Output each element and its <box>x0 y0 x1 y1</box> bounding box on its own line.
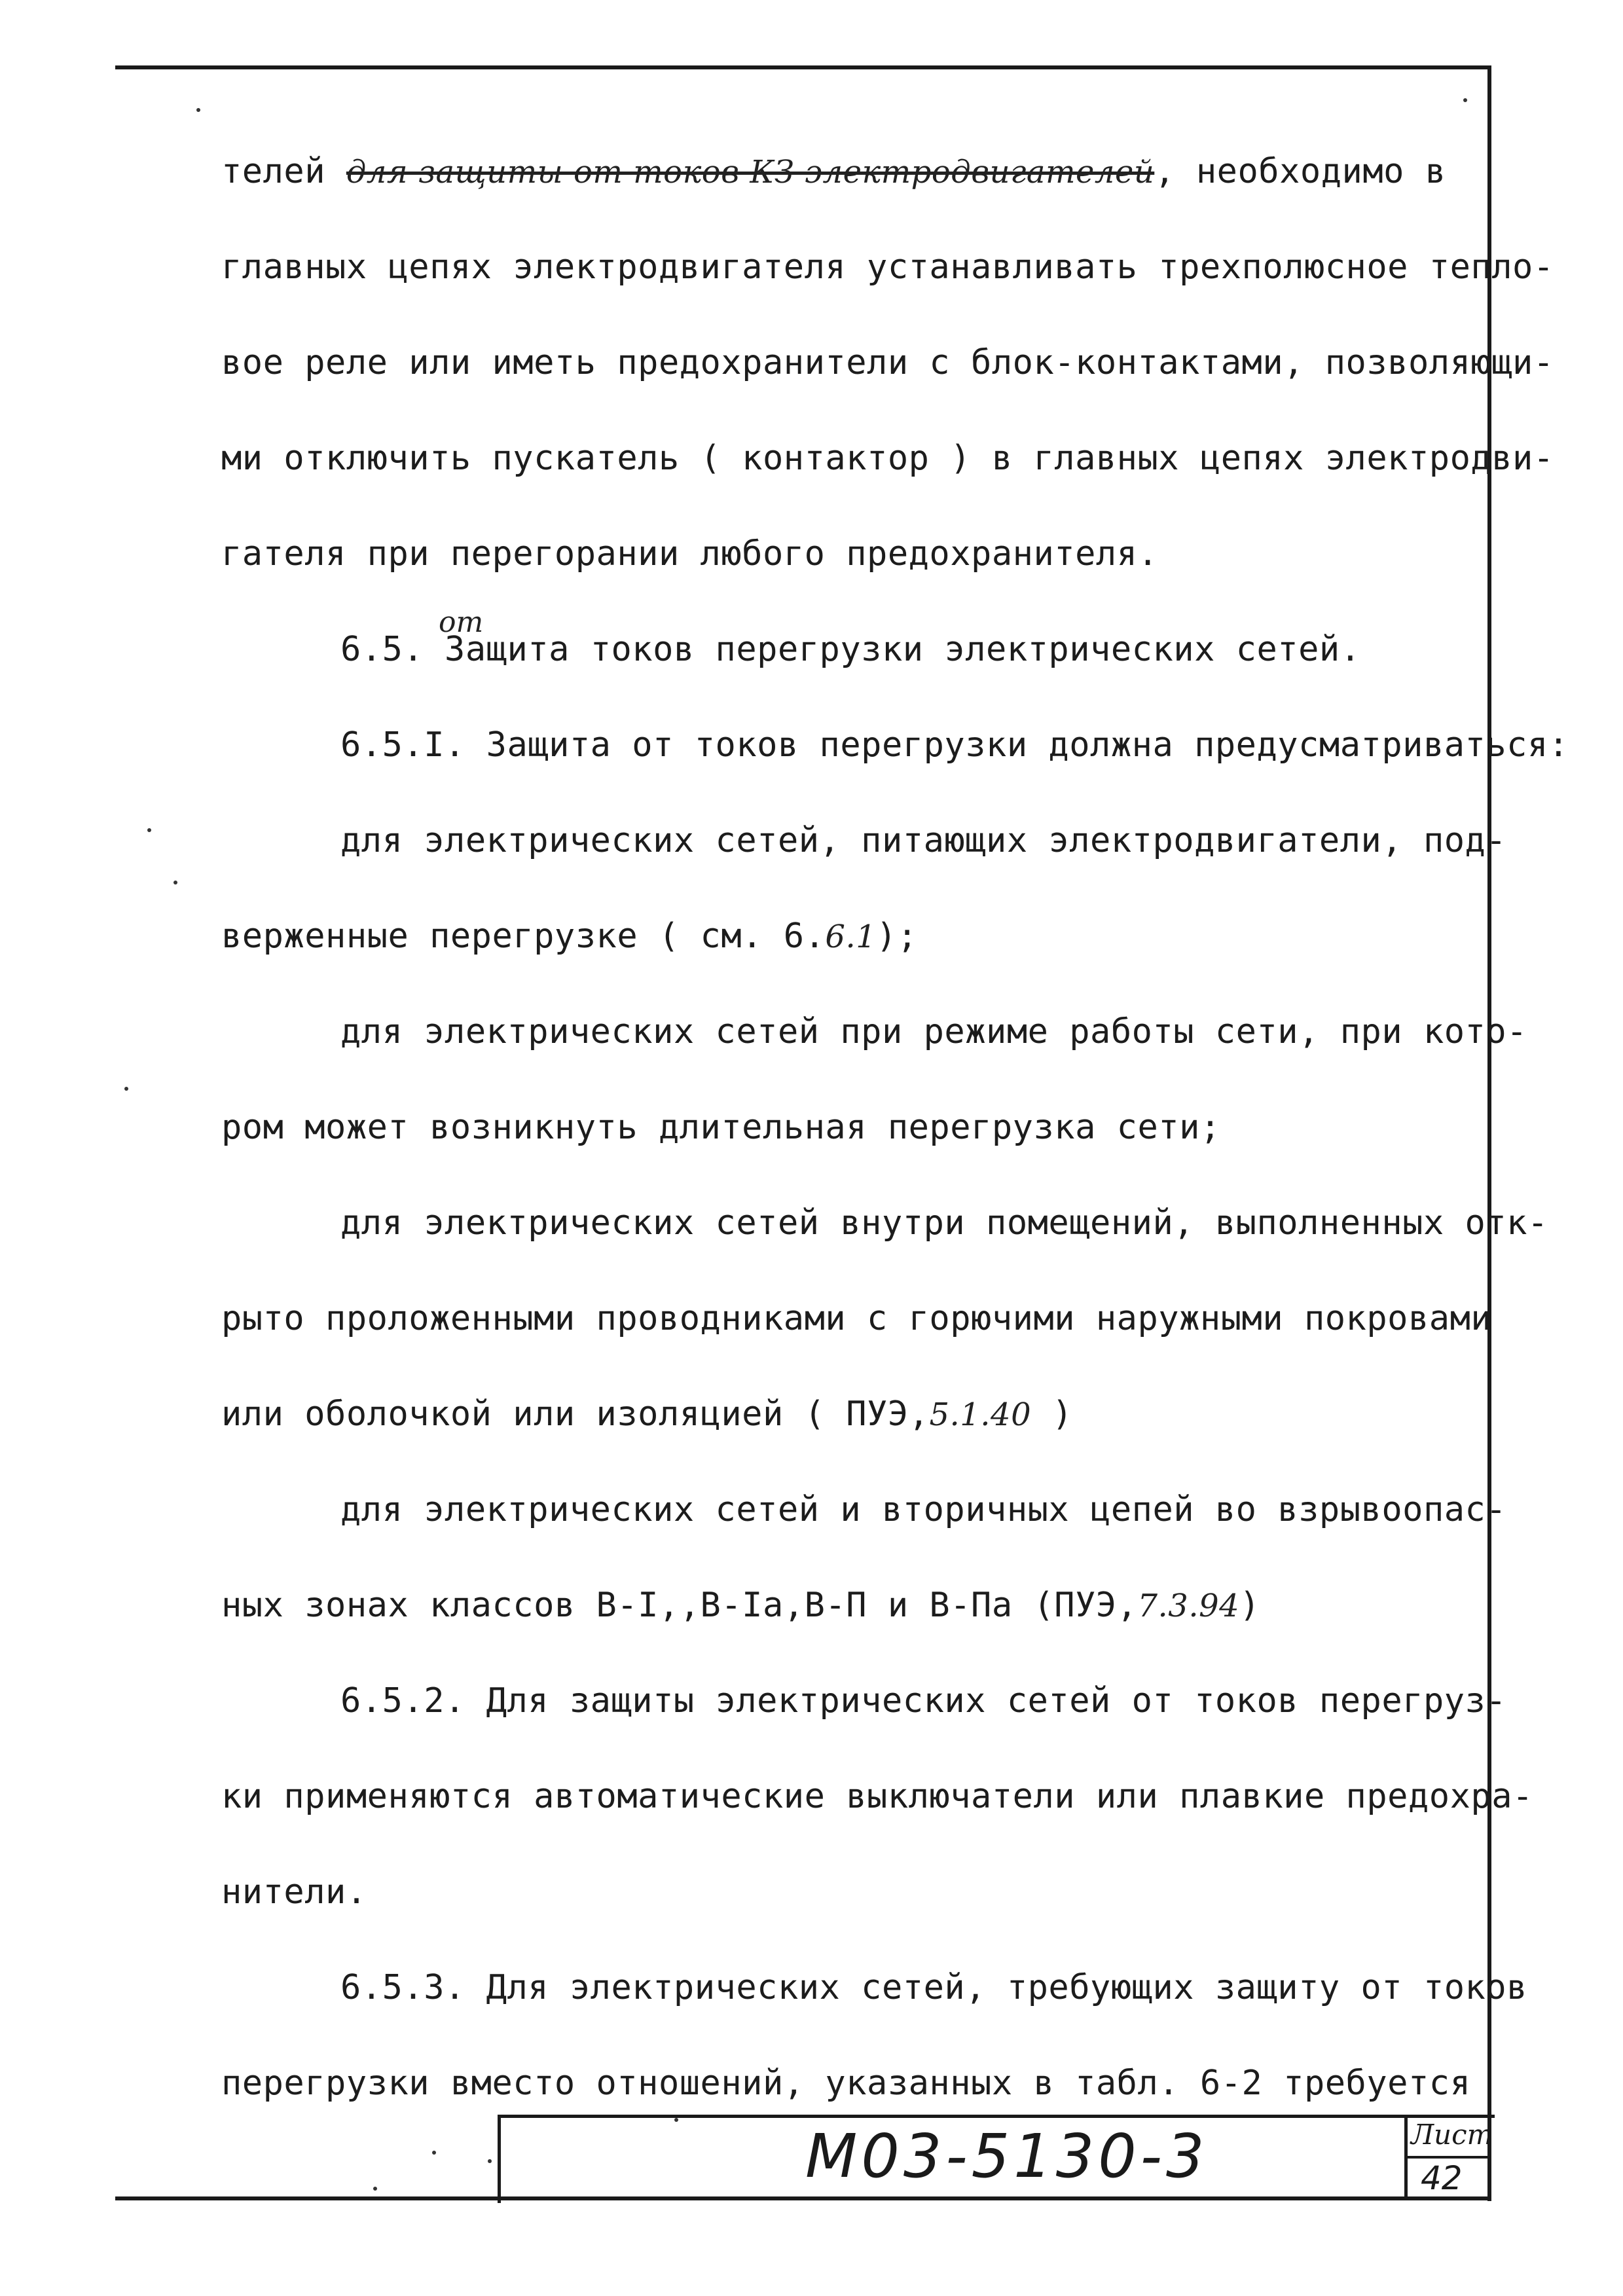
bullet-4-line-b: ных зонах классов В-I,,В-Iа,В-П и В-Па (ПУЭ,7.3.94) <box>221 1586 1260 1625</box>
text-line-3: вое реле или иметь предохранители с блок-контактами, позволяющи- <box>221 343 1554 382</box>
section-6-5-heading: 6.5. Защита токов перегрузки электрических сетей. <box>340 630 1361 669</box>
text-line-2: главных цепях электродвигателя устанавливать трехполюсное тепло- <box>221 247 1554 287</box>
scan-speck <box>173 881 177 884</box>
document-code: М03-5130-3 <box>805 2121 1209 2191</box>
scan-speck <box>124 1087 128 1091</box>
bullet-1-line-a: для электрических сетей, питающих электродвигатели, под- <box>340 821 1507 860</box>
section-6-5-2-line-b: ки применяются автоматические выключатели или плавкие предохра- <box>221 1777 1533 1816</box>
bullet-4-line-a: для электрических сетей и вторичных цепей во взрывоопас- <box>340 1490 1507 1529</box>
scan-speck <box>674 2118 678 2122</box>
section-6-5-2-line-c: нители. <box>221 1872 367 1912</box>
scan-speck <box>1463 98 1467 102</box>
handwritten-reference: 5.1.40 <box>929 1396 1032 1433</box>
frame-right-border <box>1487 65 1491 2201</box>
scan-speck <box>147 828 151 832</box>
bullet-2-line-a: для электрических сетей при режиме работы сети, при кото- <box>340 1012 1527 1051</box>
sheet-label: Лист <box>1411 2119 1493 2151</box>
text-line-4: ми отключить пускатель ( контактор ) в главных цепях электродви- <box>221 439 1554 478</box>
bullet-3-line-c: или оболочкой или изоляцией ( ПУЭ,5.1.40 ) <box>221 1394 1073 1434</box>
sheet-number: 42 <box>1421 2159 1463 2197</box>
bullet-1-line-b: верженные перегрузке ( см. 6.6.1); <box>221 917 918 956</box>
handwritten-insert-ot: от <box>439 606 484 639</box>
sheet-box-divider <box>1404 2156 1489 2159</box>
bullet-2-line-b: ром может возникнуть длительная перегрузка сети; <box>221 1108 1221 1147</box>
crossed-handwritten-phrase: для защиты от токов КЗ электродвигателей <box>346 154 1155 191</box>
scan-speck <box>196 108 200 112</box>
scan-speck <box>432 2151 436 2155</box>
section-6-5-3-line-b: перегрузки вместо отношений, указанных в табл. 6-2 требуется <box>221 2064 1471 2103</box>
frame-top-border <box>115 65 1490 69</box>
bullet-3-line-a: для электрических сетей внутри помещений, выполненных отк- <box>340 1203 1548 1243</box>
section-6-5-1-heading: 6.5.I. Защита от токов перегрузки должна предусматриваться: <box>340 725 1569 765</box>
section-6-5-2-line-a: 6.5.2. Для защиты электрических сетей от токов перегруз- <box>340 1681 1507 1721</box>
handwritten-reference: 6.1 <box>825 919 877 955</box>
text-line-1: телей для защиты от токов КЗ электродвигателей, необходимо в <box>221 152 1446 191</box>
scan-speck <box>488 2159 492 2163</box>
bullet-3-line-b: рыто проложенными проводниками с горючими наружными покровами <box>221 1299 1492 1338</box>
section-6-5-3-line-a: 6.5.3. Для электрических сетей, требующих защиту от токов <box>340 1968 1527 2007</box>
text-line-5: гателя при перегорании любого предохранителя. <box>221 534 1159 574</box>
handwritten-reference: 7.3.94 <box>1137 1588 1240 1624</box>
scan-speck <box>373 2187 377 2191</box>
